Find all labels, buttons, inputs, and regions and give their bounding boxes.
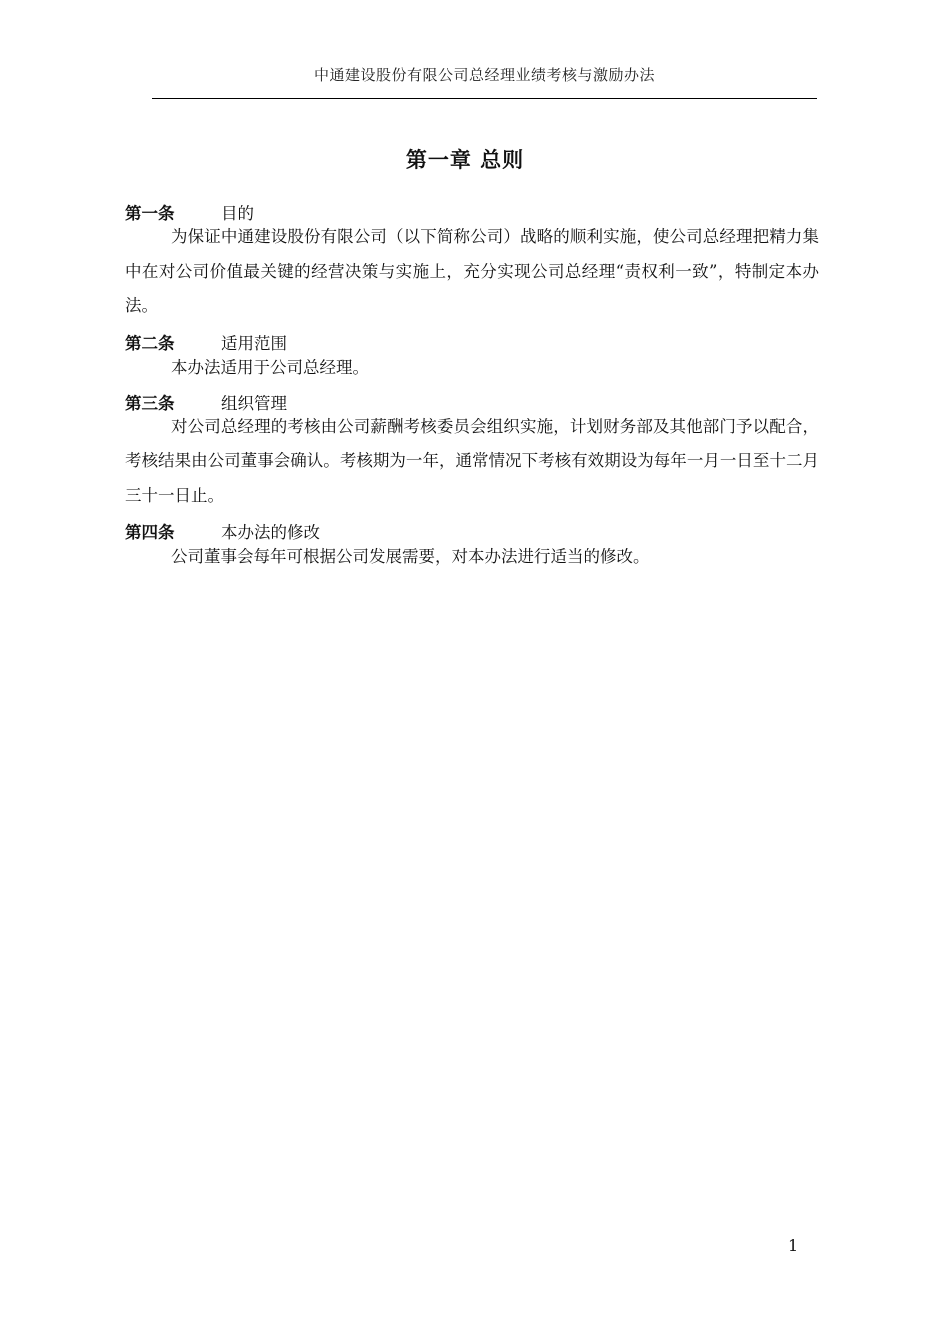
chapter-title: 第一章 总则 — [405, 148, 525, 172]
article-number: 第一条 — [125, 204, 175, 223]
page-number: 1 — [788, 1236, 799, 1255]
header-rule — [152, 98, 817, 99]
running-header: 中通建设股份有限公司总经理业绩考核与激励办法 — [313, 66, 655, 84]
article-heading — [125, 332, 825, 356]
article-topic: 目的 — [221, 204, 254, 223]
article-body: 本办法适用于公司总经理。 — [171, 357, 369, 377]
article-4 — [125, 521, 825, 569]
article-2 — [125, 332, 825, 380]
article-body: 对公司总经理的考核由公司薪酬考核委员会组织实施，计划财务部及其他部门予以配合，考核结果由公司董事会确认。考核期为一年，通常情况下考核有效期设为每年一月一日至十二月三十一日止。 — [125, 416, 819, 505]
article-number: 第二条 — [125, 333, 175, 353]
article-1 — [125, 202, 825, 324]
article-topic: 适用范围 — [221, 333, 287, 353]
article-body: 公司董事会每年可根据公司发展需要，对本办法进行适当的修改。 — [171, 547, 650, 566]
article-number: 第四条 — [125, 523, 175, 542]
article-topic: 本办法的修改 — [221, 523, 320, 542]
article-3 — [125, 392, 825, 514]
article-list — [125, 202, 825, 577]
article-topic: 组织管理 — [221, 393, 287, 413]
article-body: 为保证中通建设股份有限公司（以下简称公司）战略的顺利实施，使公司总经理把精力集中在对公司价值最关键的经营决策与实施上，充分实现公司总经理“责权利一致”，特制定本办法。 — [125, 227, 819, 315]
article-number: 第三条 — [125, 393, 175, 413]
article-heading — [125, 521, 825, 545]
